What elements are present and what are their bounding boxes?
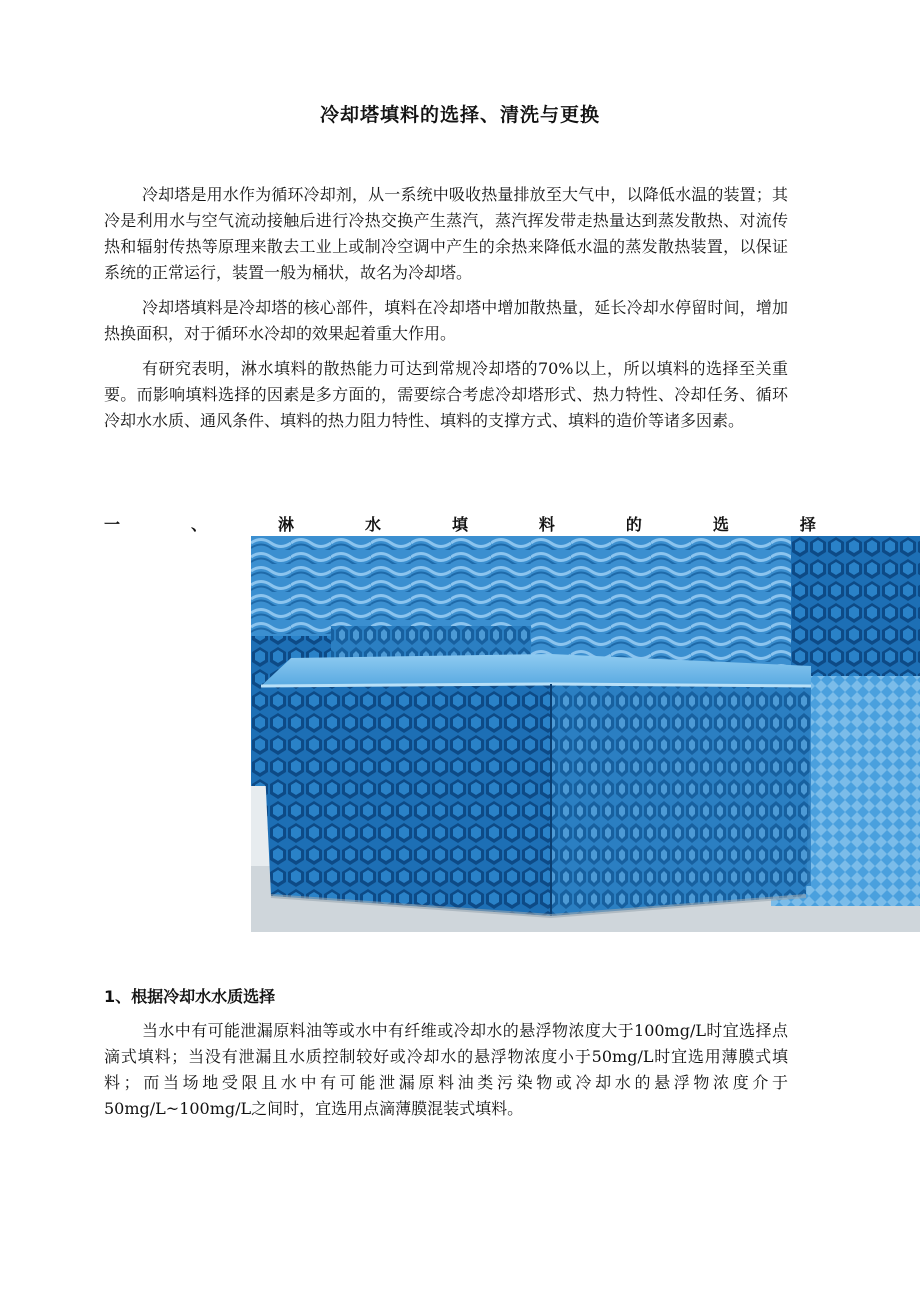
section-heading-char: 料	[538, 515, 555, 534]
page-title: 冷却塔填料的选择、清洗与更换	[319, 104, 600, 126]
water-quality-paragraph: 当水中有可能泄漏原料油等或水中有纤维或冷却水的悬浮物浓度大于100mg/L时宜选择点滴式填料；当没有泄漏且水质控制较好或冷却水的悬浮物浓度小于50mg/L时宜选用薄膜式填料；而当场地受限且水中有可能泄漏原料油类污染物或冷却水的悬浮物浓度介于50mg/L~100mg/L之间时，宜选用点滴薄膜混装式填料。	[104, 1021, 788, 1118]
section-heading-char: 、	[190, 515, 207, 534]
section-heading-fill-selection	[104, 512, 816, 535]
section-heading-char: 淋	[277, 515, 294, 534]
fill-blocks-illustration	[251, 536, 920, 932]
section-heading-char: 一	[104, 515, 121, 534]
section-heading-char: 填	[451, 515, 468, 534]
section-heading-char: 选	[712, 515, 729, 534]
section-heading-char: 择	[799, 515, 816, 534]
cooling-tower-fill-photo	[251, 536, 920, 932]
section-heading-char: 水	[364, 515, 381, 534]
selection-factors-paragraph: 有研究表明，淋水填料的散热能力可达到常规冷却塔的70%以上，所以填料的选择至关重要。而影响填料选择的因素是多方面的，需要综合考虑冷却塔形式、热力特性、冷却任务、循环冷却水水质、通风条件、填料的热力阻力特性、填料的支撑方式、填料的造价等诸多因素。	[104, 359, 788, 430]
subsection-heading-water-quality: 1、根据冷却水水质选择	[104, 987, 276, 1006]
section-heading-char: 的	[625, 515, 642, 534]
intro-paragraph: 冷却塔是用水作为循环冷却剂，从一系统中吸收热量排放至大气中，以降低水温的装置；其冷是利用水与空气流动接触后进行冷热交换产生蒸汽，蒸汽挥发带走热量达到蒸发散热、对流传热和辐射传热等原理来散去工业上或制冷空调中产生的余热来降低水温的蒸发散热装置，以保证系统的正常运行，装置一般为桶状，故名为冷却塔。	[104, 185, 788, 282]
core-component-paragraph: 冷却塔填料是冷却塔的核心部件，填料在冷却塔中增加散热量，延长冷却水停留时间，增加热换面积，对于循环水冷却的效果起着重大作用。	[104, 298, 788, 343]
